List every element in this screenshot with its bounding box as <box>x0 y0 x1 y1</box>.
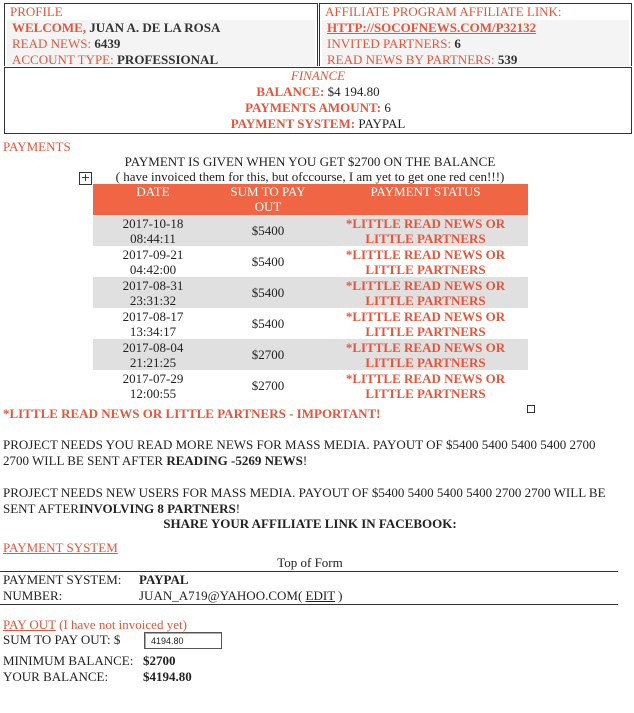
ps-system-value: PAYPAL <box>139 572 189 587</box>
table-row <box>93 339 528 370</box>
row-date-text: 2017-09-21 04:42:00 <box>122 246 184 277</box>
affiliate-panel <box>319 3 632 66</box>
row-status-text: *LITTLE READ NEWS OR LITTLE PARTNERS <box>345 277 506 308</box>
finance-title: FINANCE <box>290 68 346 83</box>
welcome-name: JUAN A. DE LA ROSA <box>89 20 221 35</box>
row-status-text: *LITTLE READ NEWS OR LITTLE PARTNERS <box>345 370 506 401</box>
profile-title: PROFILE <box>10 4 63 19</box>
invited-partners-value: 6 <box>454 36 461 51</box>
project-users-text: PROJECT NEEDS NEW USERS FOR MASS MEDIA. PAYOUT OF $5400 5400 5400 5400 2700 2700 WILL BE SENT AFTER <box>3 485 606 516</box>
account-type-value: PROFESSIONAL <box>116 52 219 66</box>
edit-link[interactable]: EDIT <box>305 588 335 603</box>
ps-number-row <box>139 588 343 604</box>
row-sum: $5400 <box>213 277 323 308</box>
payout-header <box>3 617 187 633</box>
row-date <box>93 370 213 401</box>
profile-panel <box>4 3 318 66</box>
project-read-bold: READING -5269 NEWS <box>166 453 303 468</box>
project-users-bold: INVOLVING 8 PARTNERS <box>78 501 236 516</box>
row-date <box>93 277 213 308</box>
important-note: *LITTLE READ NEWS OR LITTLE PARTNERS - IMPORTANT! <box>3 406 381 421</box>
payout-title: PAY OUT <box>3 617 56 632</box>
finance-panel <box>4 67 632 134</box>
row-sum: $5400 <box>251 316 285 331</box>
column-header-status: PAYMENT STATUS <box>323 184 528 215</box>
row-sum: $2700 <box>251 378 285 393</box>
expand-icon[interactable]: + <box>80 171 91 184</box>
affiliate-link[interactable]: HTTP://SOCOFNEWS.COM/P32132 <box>327 20 537 35</box>
payments-amount-label: PAYMENTS AMOUNT: <box>245 100 382 115</box>
project-users-paragraph <box>3 485 623 517</box>
payments-notice-note: ( have invoiced them for this, but ofccourse, I am yet to get one red cen!!!) <box>115 169 505 184</box>
row-status <box>323 339 528 370</box>
balance-label: BALANCE: <box>256 84 325 99</box>
affiliate-title: AFFILIATE PROGRAM AFFILIATE LINK: <box>325 4 562 19</box>
row-sum: $2700 <box>213 339 323 370</box>
row-status <box>323 370 528 401</box>
row-status <box>323 277 528 308</box>
payment-system-label: PAYMENT SYSTEM: <box>230 116 356 131</box>
read-news-value: 6439 <box>94 36 121 51</box>
row-sum: $5400 <box>213 215 323 246</box>
row-date <box>93 246 213 277</box>
table-row <box>93 215 528 246</box>
share-affiliate-text: SHARE YOUR AFFILIATE LINK IN FACEBOOK: <box>163 516 457 531</box>
table-header-row <box>93 184 528 215</box>
your-balance-label: YOUR BALANCE: <box>3 669 109 684</box>
welcome-label: WELCOME, <box>12 20 87 35</box>
ps-system-label: PAYMENT SYSTEM: <box>3 572 122 587</box>
payments-table <box>93 184 528 401</box>
row-date-text: 2017-10-18 08:44:11 <box>122 215 184 246</box>
minimum-balance-label: MINIMUM BALANCE: <box>3 653 134 668</box>
divider <box>0 604 618 605</box>
row-sum: $5400 <box>251 254 285 269</box>
row-date <box>93 339 213 370</box>
payments-notice: PAYMENT IS GIVEN WHEN YOU GET $2700 ON THE BALANCE <box>124 154 496 169</box>
column-header-sum-label: SUM TO PAY OUT <box>230 184 306 214</box>
table-row <box>93 370 528 401</box>
payments-amount-value: 6 <box>384 100 391 115</box>
column-header-sum <box>213 184 323 215</box>
project-users-end: ! <box>235 501 241 516</box>
row-status <box>323 215 528 246</box>
edit-open-paren: ( <box>297 588 306 603</box>
payment-system-value: PAYPAL <box>358 116 406 131</box>
row-date-text: 2017-08-17 13:34:17 <box>122 308 184 339</box>
row-status-text: *LITTLE READ NEWS OR LITTLE PARTNERS <box>345 339 506 370</box>
your-balance-value: $4194.80 <box>143 669 192 684</box>
sum-to-pay-out-input[interactable]: 4194.80 <box>144 632 222 649</box>
project-read-end: ! <box>302 453 308 468</box>
payout-note: (I have not invoiced yet) <box>59 617 187 632</box>
read-by-partners-value: 539 <box>497 52 518 66</box>
account-type-label: ACCOUNT TYPE: <box>12 52 114 66</box>
row-status-text: *LITTLE READ NEWS OR LITTLE PARTNERS <box>345 308 506 339</box>
row-date-text: 2017-08-31 23:31:32 <box>122 277 184 308</box>
table-row <box>93 308 528 339</box>
row-status <box>323 246 528 277</box>
ps-number-label: NUMBER: <box>3 588 63 603</box>
payments-title: PAYMENTS <box>3 139 71 154</box>
column-header-date: DATE <box>93 184 213 215</box>
invited-partners-label: INVITED PARTNERS: <box>327 36 452 51</box>
ps-number-value: JUAN_A719@YAHOO.COM <box>139 588 298 603</box>
project-read-paragraph <box>3 437 623 469</box>
top-of-form-label: Top of Form <box>277 555 343 570</box>
sum-to-pay-out-label: SUM TO PAY OUT: $ <box>3 632 121 647</box>
payment-system-section-title: PAYMENT SYSTEM <box>3 540 118 555</box>
minimum-balance-value: $2700 <box>143 653 176 668</box>
table-row <box>93 277 528 308</box>
row-status-text: *LITTLE READ NEWS OR LITTLE PARTNERS <box>345 246 506 277</box>
row-status-text: *LITTLE READ NEWS OR LITTLE PARTNERS <box>345 215 506 246</box>
row-date <box>93 215 213 246</box>
balance-value: $4 194.80 <box>327 84 380 99</box>
row-date-text: 2017-08-04 21:21:25 <box>122 339 184 370</box>
edit-close-paren: ) <box>334 588 343 603</box>
read-news-label: READ NEWS: <box>12 36 92 51</box>
row-date <box>93 308 213 339</box>
resize-handle[interactable] <box>527 405 535 413</box>
read-by-partners-label: READ NEWS BY PARTNERS: <box>327 52 495 66</box>
table-row <box>93 246 528 277</box>
row-date-text: 2017-07-29 12:00:55 <box>122 370 184 401</box>
project-read-text: PROJECT NEEDS YOU READ MORE NEWS FOR MASS MEDIA. PAYOUT OF $5400 5400 5400 5400 2700 2700 WILL BE SENT AFTER <box>3 437 596 468</box>
row-status <box>323 308 528 339</box>
